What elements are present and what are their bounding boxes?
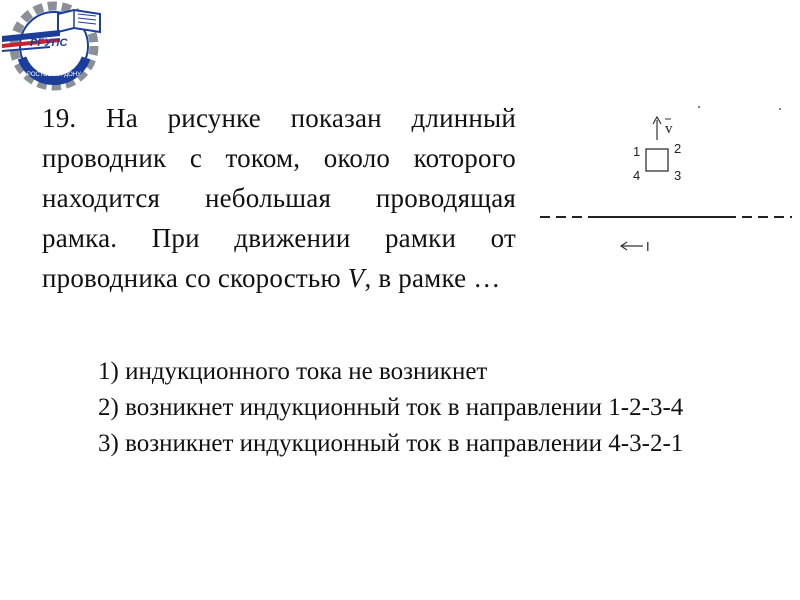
answer-options (58, 354, 770, 462)
physics-figure (530, 100, 792, 260)
question-ending: , в рамке … (364, 263, 501, 293)
velocity-arrow (653, 117, 661, 140)
answer-text: возникнет индукционный ток в направлении 1-2-3-4 (125, 394, 684, 421)
question-text (42, 98, 516, 298)
answer-number: 1) (98, 358, 119, 385)
velocity-variable: V (347, 263, 365, 293)
corner-label-1: 1 (633, 144, 641, 159)
current-label: I (646, 239, 650, 254)
answer-text: возникнет индукционный ток в направлении 4-3-2-1 (125, 430, 684, 457)
answer-option-2 (58, 390, 770, 426)
conducting-frame (646, 149, 668, 171)
velocity-label: v (665, 121, 673, 137)
book-icon (58, 10, 100, 32)
rgups-emblem (0, 0, 112, 92)
corner-label-4: 4 (633, 168, 641, 183)
corner-label-2: 2 (674, 141, 682, 156)
current-arrow (621, 242, 643, 250)
answer-option-3 (58, 426, 770, 462)
conductor-frame-diagram (530, 100, 792, 260)
logo-ring-text: РОСТОВ-НА-ДОНУ (27, 72, 81, 78)
rgups-logo (0, 0, 112, 92)
logo-text: РГУПС (30, 37, 68, 49)
question-number: 19. (42, 103, 77, 133)
answer-option-1 (58, 354, 770, 390)
answer-number: 2) (98, 394, 119, 421)
question-body: На рисунке показан длинный проводник с током, около которого находится небольшая проводящая рамка. При движении рамки от проводника со скоростью (42, 103, 517, 293)
answer-number: 3) (98, 430, 119, 457)
answer-text: индукционного тока не возникнет (125, 358, 488, 385)
corner-label-3: 3 (674, 168, 682, 183)
